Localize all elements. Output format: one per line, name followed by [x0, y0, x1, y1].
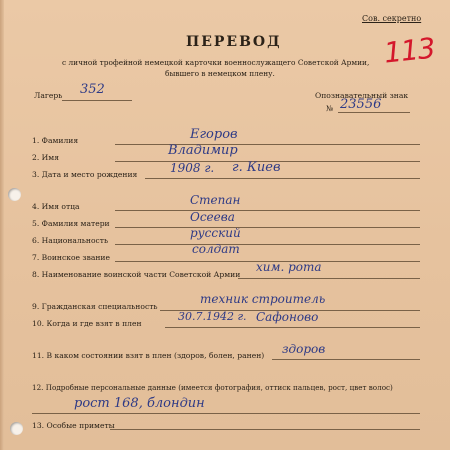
- punch-hole-top: [8, 188, 21, 201]
- field-10-value: 30.7.1942 г.: [178, 310, 247, 323]
- field-3-label: 3. Дата и место рождения: [32, 170, 138, 179]
- field-3-line: [145, 178, 420, 179]
- field-2-value: Владимир: [168, 143, 238, 158]
- ident-number-prefix: №: [326, 104, 334, 113]
- field-1-line: [115, 144, 420, 145]
- field-5-value: Осеева: [190, 210, 235, 224]
- field-6-label: 6. Национальность: [32, 236, 109, 245]
- field-12-label: 12. Подробные персональные данные (имеется фотография, оттиск пальцев, рост, цвет волос): [32, 383, 393, 392]
- red-annotation-number: 113: [382, 31, 437, 70]
- field-7-value: солдат: [192, 242, 240, 256]
- field-1-label: 1. Фамилия: [32, 136, 79, 145]
- field-3-value: 1908 г.: [170, 161, 215, 175]
- page-edge: [0, 0, 4, 450]
- field-13-line: [110, 429, 420, 430]
- field-13-label: 13. Особые приметы: [32, 421, 115, 430]
- ident-label: Опознавательный знак: [315, 91, 409, 100]
- field-8-line: [238, 278, 420, 279]
- field-11-line: [272, 359, 420, 360]
- field-9-label: 9. Гражданская специальность: [32, 302, 158, 311]
- document-subtitle-line1: с личной трофейной немецкой карточки военнослужащего Советской Армии,: [62, 58, 370, 67]
- field-4-label: 4. Имя отца: [32, 202, 80, 211]
- ident-line: [338, 112, 410, 113]
- field-6-line: [115, 244, 420, 245]
- field-12-line: [32, 413, 420, 414]
- field-9-value: техник строитель: [200, 292, 326, 306]
- camp-label: Лагерь: [34, 91, 63, 100]
- field-3-value-place: г. Киев: [232, 160, 281, 175]
- field-6-value: русский: [190, 226, 241, 240]
- field-4-line: [115, 210, 420, 211]
- document-subtitle-line2: бывшего в немецком плену.: [165, 69, 275, 78]
- field-11-value: здоров: [282, 342, 326, 356]
- field-8-label: 8. Наименование воинской части Советской Армии: [32, 270, 241, 279]
- field-10-value-place: Сафоново: [256, 310, 319, 324]
- field-12-value: рост 168, блондин: [74, 396, 205, 411]
- field-10-line: [165, 327, 420, 328]
- field-10-label: 10. Когда и где взят в плен: [32, 319, 142, 328]
- camp-value: 352: [80, 82, 105, 97]
- field-7-label: 7. Воинское звание: [32, 253, 110, 262]
- classification-mark: Сов. секретно: [362, 14, 422, 23]
- camp-line: [62, 100, 132, 101]
- field-11-label: 11. В каком состоянии взят в плен (здоров, болен, ранен): [32, 351, 265, 360]
- field-8-value: хим. рота: [256, 260, 322, 274]
- field-5-label: 5. Фамилия матери: [32, 219, 110, 228]
- field-1-value: Егоров: [190, 127, 238, 142]
- field-5-line: [115, 227, 420, 228]
- document-title: ПЕРЕВОД: [186, 34, 282, 50]
- ident-value: 23556: [340, 97, 382, 112]
- field-2-label: 2. Имя: [32, 153, 59, 162]
- field-4-value: Степан: [190, 193, 241, 207]
- punch-hole-bottom: [10, 422, 23, 435]
